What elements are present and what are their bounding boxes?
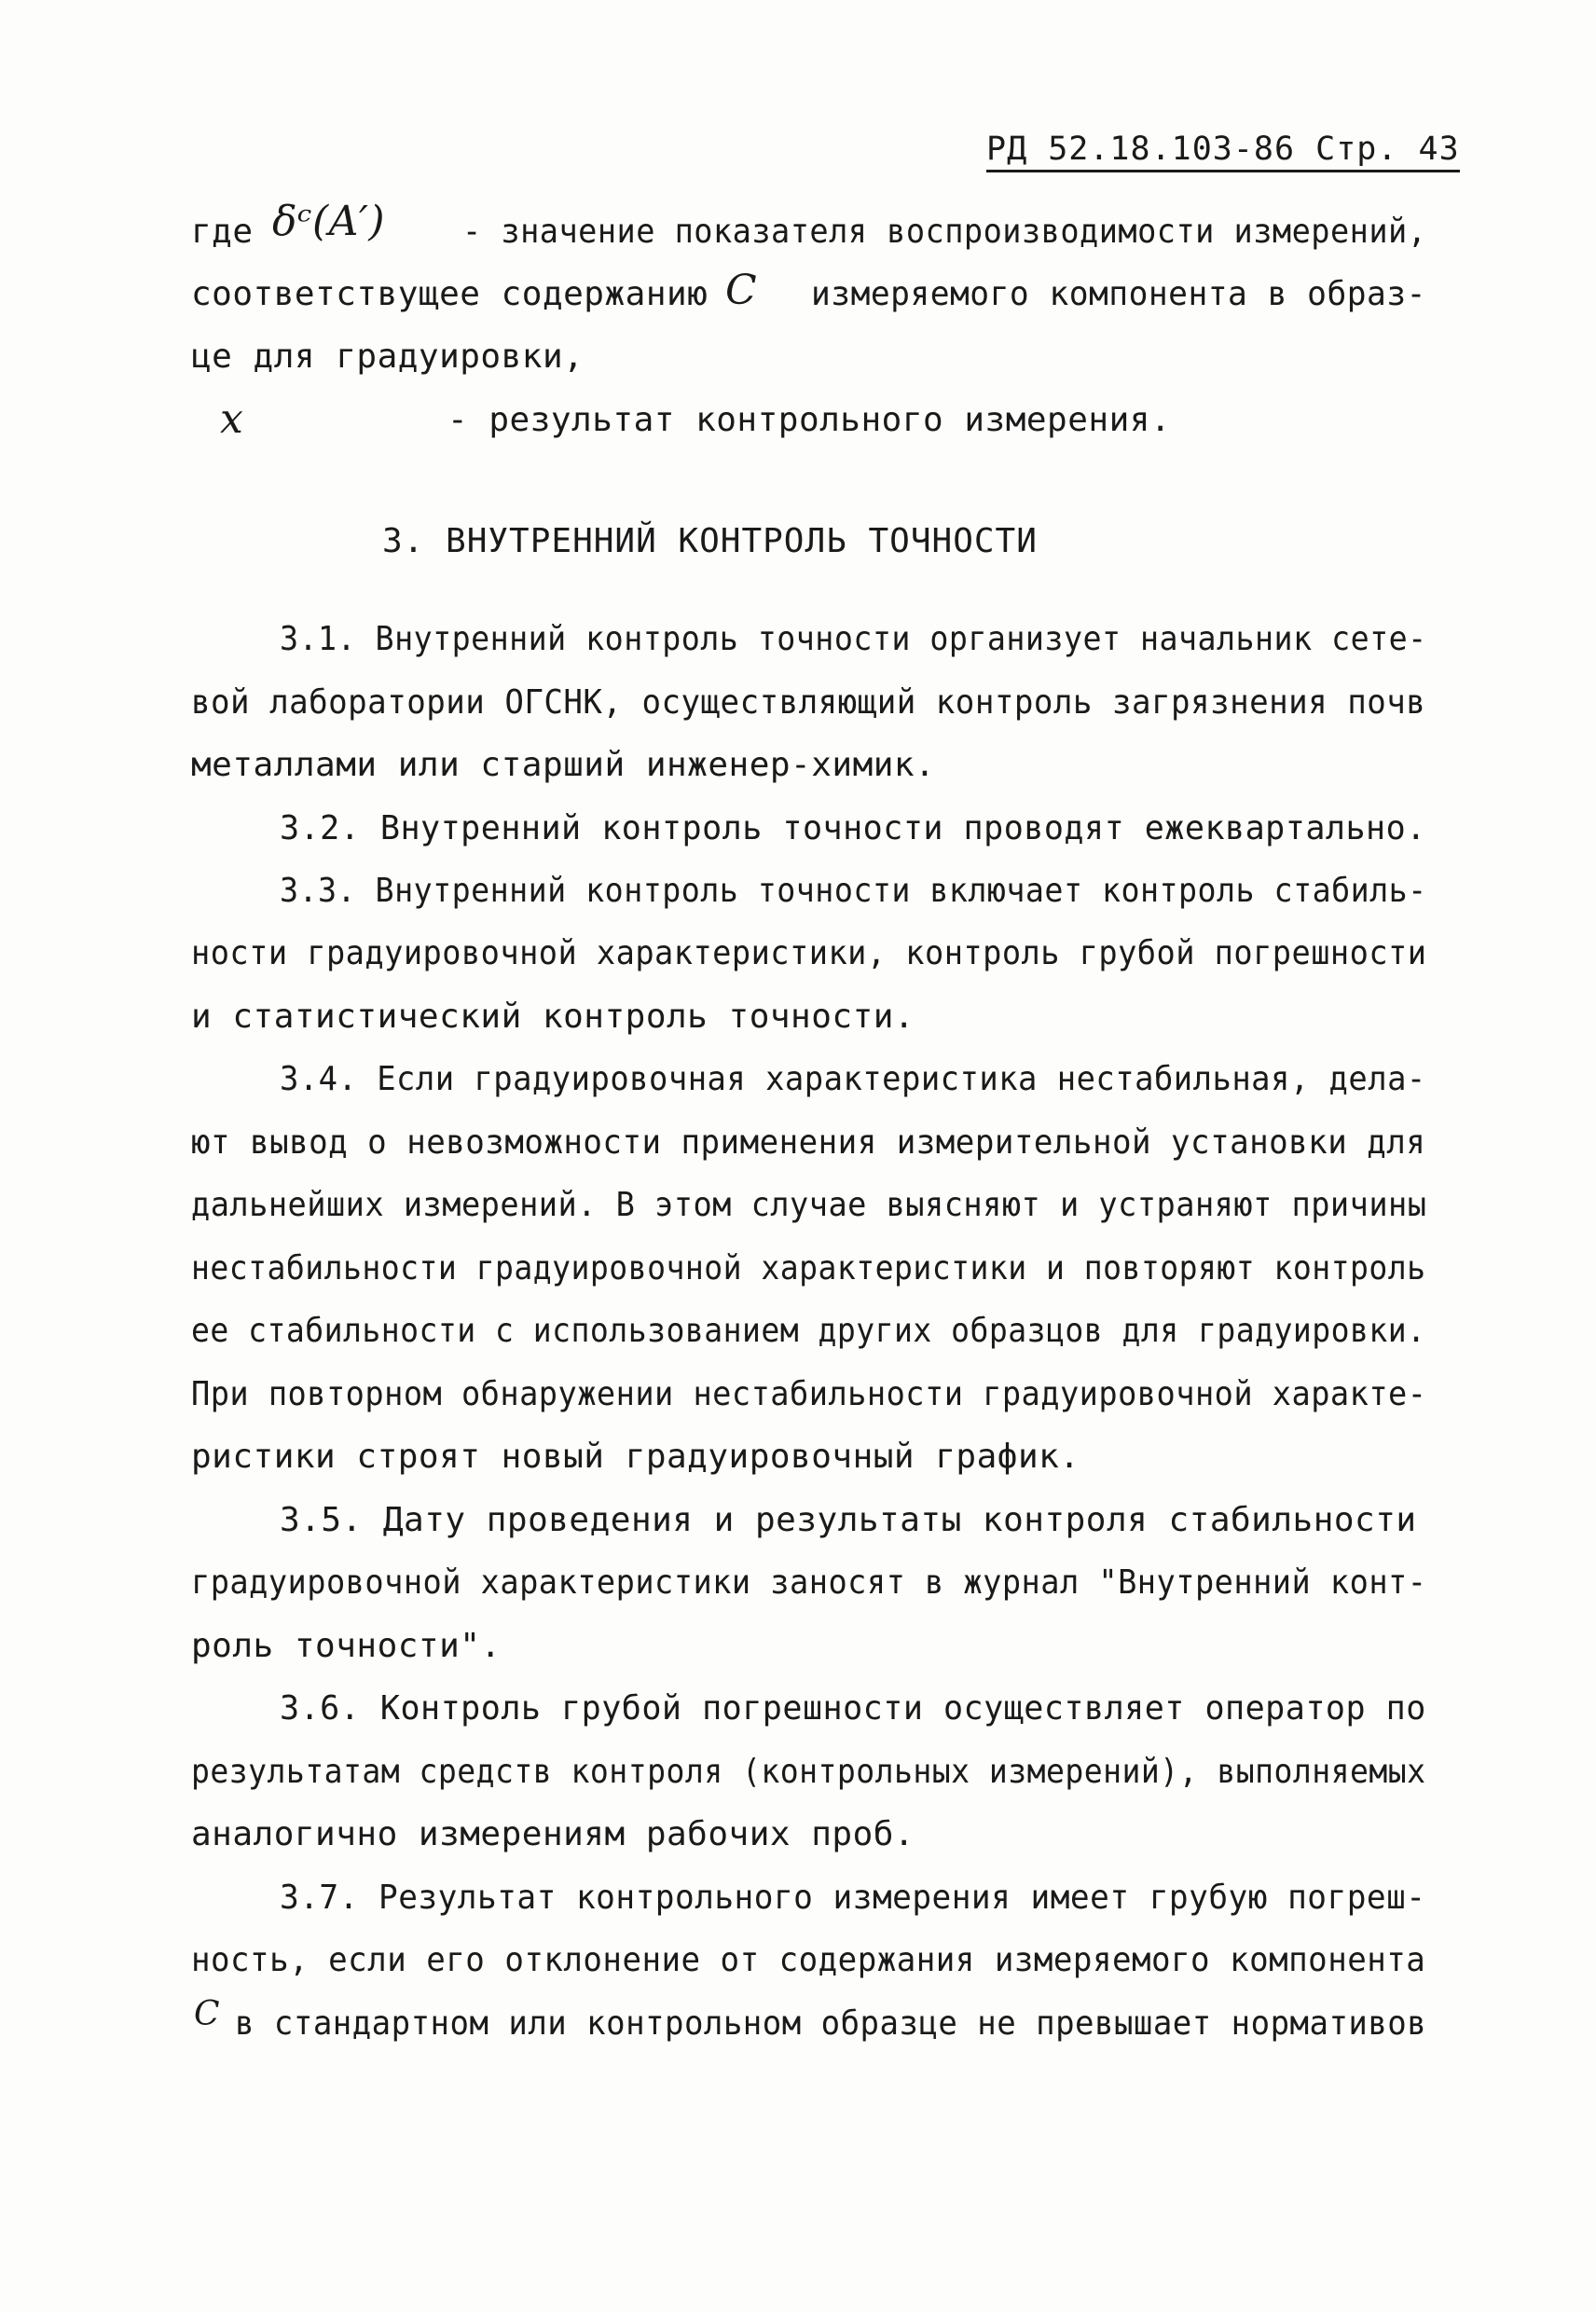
paragraph-line: вой лаборатории ОГСНК, осуществляющий контроль загрязнения почв (191, 683, 1426, 722)
paragraph-line: роль точности". (191, 1627, 502, 1665)
symbol-c: C (725, 267, 758, 314)
paragraph-line: 3.3. Внутренний контроль точности включает контроль стабиль- (280, 872, 1427, 910)
where-word: где (191, 213, 254, 251)
definition-1-line-2b: измеряемого компонента в образ- (811, 275, 1426, 313)
paragraph-line: 3.1. Внутренний контроль точности организует начальник сете- (280, 620, 1427, 658)
page-header (986, 131, 1460, 172)
definition-line-1 (191, 213, 254, 251)
paragraph-line: 3.6. Контроль грубой погрешности осуществляет оператор по (280, 1689, 1426, 1728)
paragraph-line: При повторном обнаружении нестабильности градуировочной характе- (191, 1375, 1427, 1413)
paragraph-line: 3.4. Если градуировочная характеристика нестабильная, дела- (280, 1060, 1426, 1098)
definition-1-line-2a: соответствущее содержанию (191, 275, 709, 313)
paragraph-line: 3.7. Результат контрольного измерения имеет грубую погреш- (280, 1879, 1426, 1917)
paragraph-line: ности градуировочной характеристики, контроль грубой погрешности (191, 934, 1427, 972)
paragraph-line: и статистический контроль точности. (191, 998, 915, 1036)
symbol-x: x (220, 395, 244, 443)
paragraph-line: 3.5. Дату проведения и результаты контроля стабильности (280, 1501, 1417, 1539)
doc-code: РД 52.18.103-86 (986, 131, 1296, 168)
section-title: 3. ВНУТРЕННИЙ КОНТРОЛЬ ТОЧНОСТИ (382, 522, 1038, 560)
paragraph-line: ристики строят новый градуировочный график. (191, 1438, 1080, 1476)
paragraph-line: ют вывод о невозможности применения измерительной установки для (191, 1123, 1426, 1162)
definition-2-text: - результат контрольного измерения. (447, 401, 1172, 439)
paragraph-line: градуировочной характеристики заносят в журнал "Внутренний конт- (191, 1563, 1427, 1602)
paragraph-line: нестабильности градуировочной характеристики и повторяют контроль (191, 1249, 1426, 1287)
paragraph-line: аналогично измерениям рабочих проб. (191, 1815, 915, 1853)
page-number: Стр. 43 (1315, 131, 1460, 168)
paragraph-line: 3.2. Внутренний контроль точности проводят ежеквартально. (280, 809, 1426, 847)
definition-1-text: - значение показателя воспроизводимости измерений, (462, 213, 1427, 251)
paragraph-line: результатам средств контроля (контрольных измерений), выполняемых (191, 1753, 1426, 1791)
paragraph-line: ее стабильности с использованием других образцов для градуировки. (191, 1312, 1426, 1350)
paragraph-line: в стандартном или контрольном образце не превышает нормативов (235, 2004, 1427, 2043)
paragraph-line: дальнейших измерений. В этом случае выясняют и устраняют причины (191, 1186, 1427, 1224)
definition-1-line-3: це для градуировки, (191, 337, 585, 376)
paragraph-line: металлами или старший инженер-химик. (191, 746, 936, 784)
symbol-c-inline: C (194, 1995, 221, 2033)
paragraph-line: ность, если его отклонение от содержания измеряемого компонента (191, 1941, 1426, 1979)
symbol-delta: δᶜ(A′) (272, 198, 386, 245)
